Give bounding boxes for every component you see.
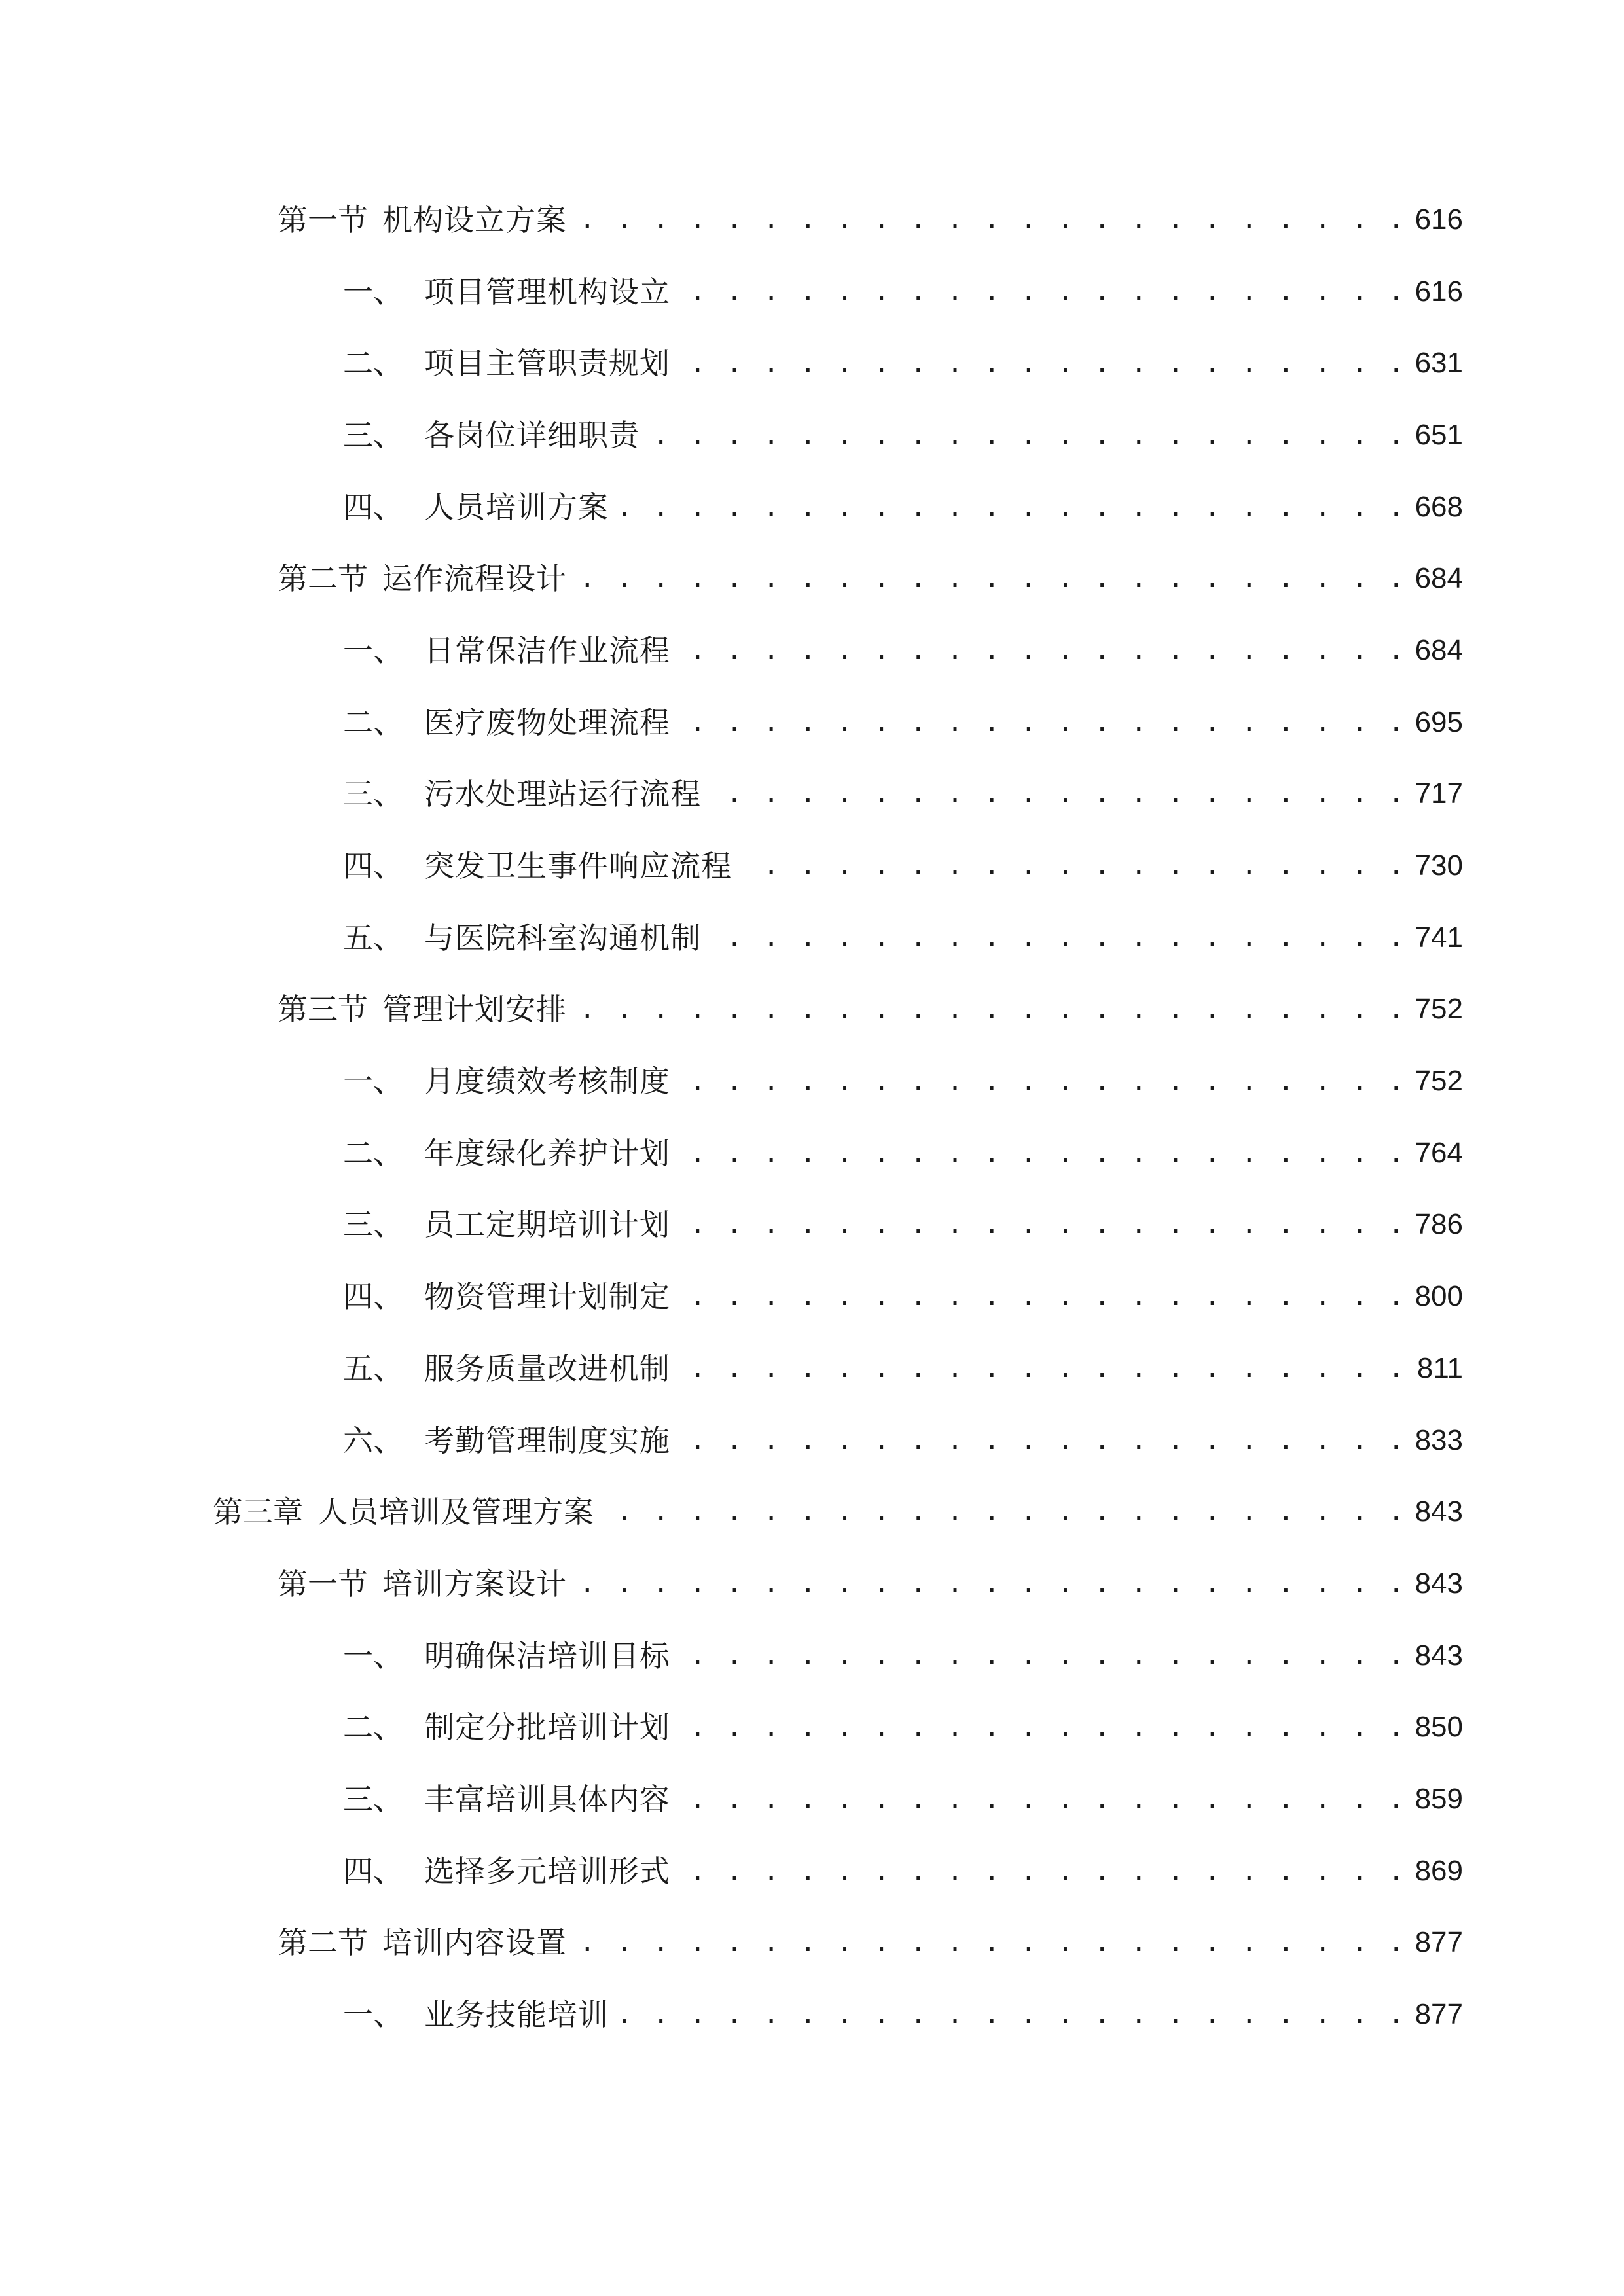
toc-entry-subsection[interactable] [0, 1763, 1624, 1835]
table-of-contents [0, 184, 1624, 2051]
toc-page-number: 651 [1415, 418, 1463, 451]
toc-entry-subsection[interactable] [0, 759, 1624, 831]
toc-entry-section[interactable] [0, 543, 1624, 615]
toc-entry-number: 第一节 [278, 202, 368, 238]
toc-page-number: 877 [1415, 1998, 1463, 2031]
toc-entry-subsection[interactable] [0, 1405, 1624, 1477]
toc-dot-leader [678, 1277, 1407, 1316]
toc-entry-number: 一、 [343, 1064, 403, 1100]
toc-entry-title: 污水处理站运行流程 [424, 776, 701, 812]
toc-dot-leader [709, 918, 1407, 958]
toc-entry-subsection[interactable] [0, 1045, 1624, 1117]
toc-dot-leader [617, 1995, 1407, 2034]
toc-entry-number: 五、 [343, 1350, 403, 1386]
toc-dot-leader [740, 846, 1407, 886]
toc-entry-subsection[interactable] [0, 327, 1624, 399]
toc-dot-leader [575, 200, 1407, 240]
toc-entry-subsection[interactable] [0, 1117, 1624, 1189]
toc-entry-title: 选择多元培训形式 [424, 1853, 670, 1889]
toc-entry-number: 二、 [343, 346, 403, 382]
toc-entry-section[interactable] [0, 1907, 1624, 1979]
toc-entry-number: 三、 [343, 417, 403, 453]
toc-entry-title: 项目主管职责规划 [424, 346, 670, 382]
toc-entry-number: 四、 [343, 489, 403, 525]
toc-page-number: 843 [1415, 1496, 1463, 1528]
toc-page-number: 843 [1415, 1639, 1463, 1672]
toc-entry-title: 管理计划安排 [382, 992, 567, 1028]
toc-dot-leader [678, 703, 1407, 742]
toc-entry-subsection[interactable] [0, 830, 1624, 902]
toc-entry-subsection[interactable] [0, 1835, 1624, 1907]
toc-entry-subsection[interactable] [0, 1189, 1624, 1261]
toc-entry-number: 二、 [343, 704, 403, 740]
toc-page-number: 811 [1416, 1352, 1463, 1384]
toc-page-number: 833 [1415, 1424, 1463, 1456]
toc-entry-number: 第二节 [278, 561, 368, 597]
toc-entry-subsection[interactable] [0, 902, 1624, 974]
toc-dot-leader [575, 1923, 1407, 1962]
toc-page-number: 631 [1415, 347, 1463, 380]
toc-dot-leader [678, 1708, 1407, 1747]
toc-entry-title: 年度绿化养护计划 [424, 1135, 670, 1171]
toc-entry-title: 月度绩效考核制度 [424, 1064, 670, 1100]
toc-dot-leader [678, 1421, 1407, 1460]
toc-dot-leader [678, 344, 1407, 383]
toc-dot-leader [678, 631, 1407, 670]
toc-entry-title: 各岗位详细职责 [424, 417, 640, 453]
toc-dot-leader [602, 1492, 1407, 1532]
toc-dot-leader [647, 416, 1407, 455]
toc-entry-title: 培训方案设计 [382, 1566, 567, 1602]
toc-entry-number: 第三章 [213, 1494, 303, 1530]
toc-entry-number: 四、 [343, 848, 403, 884]
toc-entry-number: 三、 [343, 1207, 403, 1243]
toc-entry-title: 与医院科室沟通机制 [424, 920, 701, 956]
toc-entry-title: 业务技能培训 [424, 1997, 609, 2033]
toc-page-number: 764 [1415, 1136, 1463, 1169]
toc-entry-title: 日常保洁作业流程 [424, 632, 670, 668]
toc-entry-number: 四、 [343, 1279, 403, 1315]
toc-page-number: 752 [1415, 1065, 1463, 1098]
toc-entry-number: 二、 [343, 1135, 403, 1171]
toc-page-number: 859 [1415, 1782, 1463, 1815]
toc-page-number: 869 [1415, 1854, 1463, 1887]
toc-entry-title: 人员培训及管理方案 [317, 1494, 594, 1530]
toc-entry-title: 培训内容设置 [382, 1925, 567, 1961]
toc-dot-leader [678, 272, 1407, 312]
toc-dot-leader [678, 1062, 1407, 1101]
toc-page-number: 695 [1415, 706, 1463, 738]
toc-entry-subsection[interactable] [0, 471, 1624, 543]
toc-dot-leader [678, 1205, 1407, 1244]
toc-entry-subsection[interactable] [0, 1979, 1624, 2051]
toc-entry-section[interactable] [0, 184, 1624, 256]
toc-entry-subsection[interactable] [0, 1620, 1624, 1692]
toc-entry-title: 丰富培训具体内容 [424, 1781, 670, 1817]
toc-entry-title: 运作流程设计 [382, 561, 567, 597]
toc-page-number: 850 [1415, 1711, 1463, 1744]
toc-entry-section[interactable] [0, 974, 1624, 1046]
toc-entry-title: 明确保洁培训目标 [424, 1638, 670, 1674]
toc-page-number: 800 [1415, 1280, 1463, 1313]
toc-entry-title: 医疗废物处理流程 [424, 704, 670, 740]
toc-page-number: 684 [1415, 634, 1463, 666]
toc-entry-number: 五、 [343, 920, 403, 956]
toc-entry-title: 项目管理机构设立 [424, 274, 670, 310]
toc-dot-leader [678, 1349, 1407, 1388]
toc-entry-subsection[interactable] [0, 1691, 1624, 1763]
toc-entry-title: 考勤管理制度实施 [424, 1422, 670, 1458]
toc-entry-title: 突发卫生事件响应流程 [424, 848, 732, 884]
toc-page-number: 877 [1415, 1926, 1463, 1959]
toc-entry-number: 第一节 [278, 1566, 368, 1602]
toc-entry-number: 三、 [343, 1781, 403, 1817]
toc-dot-leader [678, 1134, 1407, 1173]
toc-entry-number: 第三节 [278, 992, 368, 1028]
toc-page-number: 741 [1415, 921, 1463, 954]
toc-entry-number: 二、 [343, 1710, 403, 1746]
toc-entry-number: 六、 [343, 1422, 403, 1458]
toc-entry-subsection[interactable] [0, 1261, 1624, 1333]
toc-dot-leader [575, 990, 1407, 1029]
toc-entry-number: 三、 [343, 776, 403, 812]
toc-page-number: 684 [1415, 562, 1463, 595]
toc-entry-title: 服务质量改进机制 [424, 1350, 670, 1386]
toc-dot-leader [575, 1564, 1407, 1604]
toc-entry-subsection[interactable] [0, 399, 1624, 471]
toc-page-number: 752 [1415, 993, 1463, 1026]
toc-entry-subsection[interactable] [0, 1333, 1624, 1405]
toc-entry-chapter[interactable] [0, 1476, 1624, 1548]
toc-dot-leader [617, 488, 1407, 527]
toc-page-number: 786 [1415, 1208, 1463, 1241]
toc-entry-title: 制定分批培训计划 [424, 1710, 670, 1746]
toc-page-number: 668 [1415, 490, 1463, 523]
toc-entry-number: 第二节 [278, 1925, 368, 1961]
toc-entry-title: 物资管理计划制定 [424, 1279, 670, 1315]
toc-page-number: 616 [1415, 275, 1463, 308]
toc-dot-leader [709, 774, 1407, 814]
toc-entry-number: 一、 [343, 1638, 403, 1674]
toc-page-number: 616 [1415, 203, 1463, 236]
toc-entry-subsection[interactable] [0, 615, 1624, 687]
toc-page-number: 730 [1415, 850, 1463, 882]
toc-entry-title: 机构设立方案 [382, 202, 567, 238]
toc-entry-title: 员工定期培训计划 [424, 1207, 670, 1243]
toc-page-number: 843 [1415, 1567, 1463, 1600]
toc-entry-number: 一、 [343, 1997, 403, 2033]
toc-entry-subsection[interactable] [0, 256, 1624, 328]
toc-dot-leader [678, 1636, 1407, 1676]
toc-page-number: 717 [1415, 778, 1463, 810]
toc-entry-title: 人员培训方案 [424, 489, 609, 525]
toc-dot-leader [678, 1780, 1407, 1819]
toc-entry-subsection[interactable] [0, 687, 1624, 759]
toc-entry-number: 四、 [343, 1853, 403, 1889]
toc-entry-number: 一、 [343, 274, 403, 310]
toc-dot-leader [575, 559, 1407, 598]
toc-dot-leader [678, 1852, 1407, 1891]
toc-entry-number: 一、 [343, 632, 403, 668]
toc-entry-section[interactable] [0, 1548, 1624, 1620]
